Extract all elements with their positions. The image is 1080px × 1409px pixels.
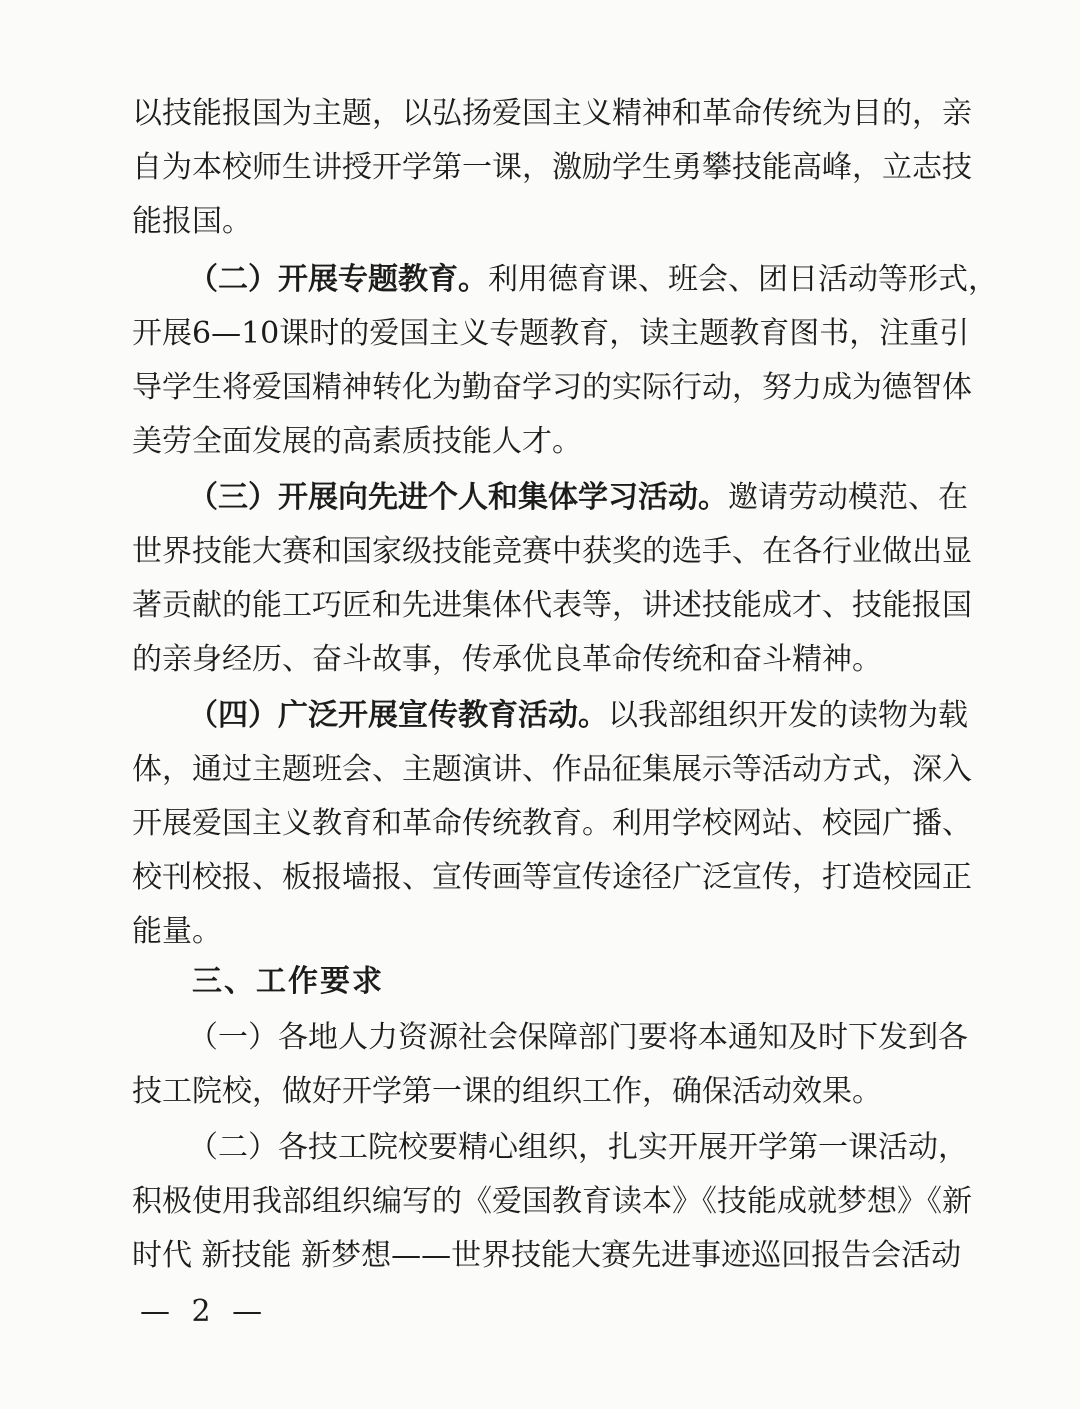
body-line: 以技能报国为主题，以弘扬爱国主义精神和革命传统为目的，亲 <box>132 96 972 131</box>
subsection-heading: （三）开展向先进个人和集体学习活动。 <box>188 480 728 515</box>
subsection-line <box>188 260 998 300</box>
body-line: 技工院校，做好开学第一课的组织工作，确保活动效果。 <box>132 1074 882 1109</box>
body-line: 体，通过主题班会、主题演讲、作品征集展示等活动方式，深入 <box>132 752 972 787</box>
body-line: 世界技能大赛和国家级技能竞赛中获奖的选手、在各行业做出显 <box>132 534 972 569</box>
body-line: 时代 新技能 新梦想——世界技能大赛先进事迹巡回报告会活动 <box>132 1238 962 1273</box>
body-line: 能报国。 <box>132 204 252 239</box>
body-line: 积极使用我部组织编写的《爱国教育读本》《技能成就梦想》《新 <box>132 1184 972 1219</box>
body-line: 的亲身经历、奋斗故事，传承优良革命传统和奋斗精神。 <box>132 642 882 677</box>
body-line: 能量。 <box>132 914 222 949</box>
body-line: 校刊校报、板报墙报、宣传画等宣传途径广泛宣传，打造校园正 <box>132 860 972 895</box>
subsection-text: 邀请劳动模范、在 <box>728 480 968 515</box>
body-line: （二）各技工院校要精心组织，扎实开展开学第一课活动， <box>188 1130 968 1165</box>
subsection-line <box>188 478 968 518</box>
body-line: （一）各地人力资源社会保障部门要将本通知及时下发到各 <box>188 1020 968 1055</box>
page-number: — 2 — <box>140 1294 269 1329</box>
subsection-text: 以我部组织开发的读物为载 <box>608 698 968 733</box>
subsection-heading: （二）开展专题教育。 <box>188 262 488 297</box>
body-line: 开展6—10课时的爱国主义专题教育，读主题教育图书，注重引 <box>132 316 970 351</box>
body-line: 美劳全面发展的高素质技能人才。 <box>132 424 582 459</box>
subsection-text: 利用德育课、班会、团日活动等形式， <box>488 262 998 297</box>
body-line: 导学生将爱国精神转化为勤奋学习的实际行动，努力成为德智体 <box>132 370 972 405</box>
section-heading: 三、工作要求 <box>192 964 384 999</box>
body-line: 自为本校师生讲授开学第一课，激励学生勇攀技能高峰，立志技 <box>132 150 972 185</box>
subsection-line <box>188 696 968 736</box>
body-line: 开展爱国主义教育和革命传统教育。利用学校网站、校园广播、 <box>132 806 972 841</box>
subsection-heading: （四）广泛开展宣传教育活动。 <box>188 698 608 733</box>
body-line: 著贡献的能工巧匠和先进集体代表等，讲述技能成才、技能报国 <box>132 588 972 623</box>
